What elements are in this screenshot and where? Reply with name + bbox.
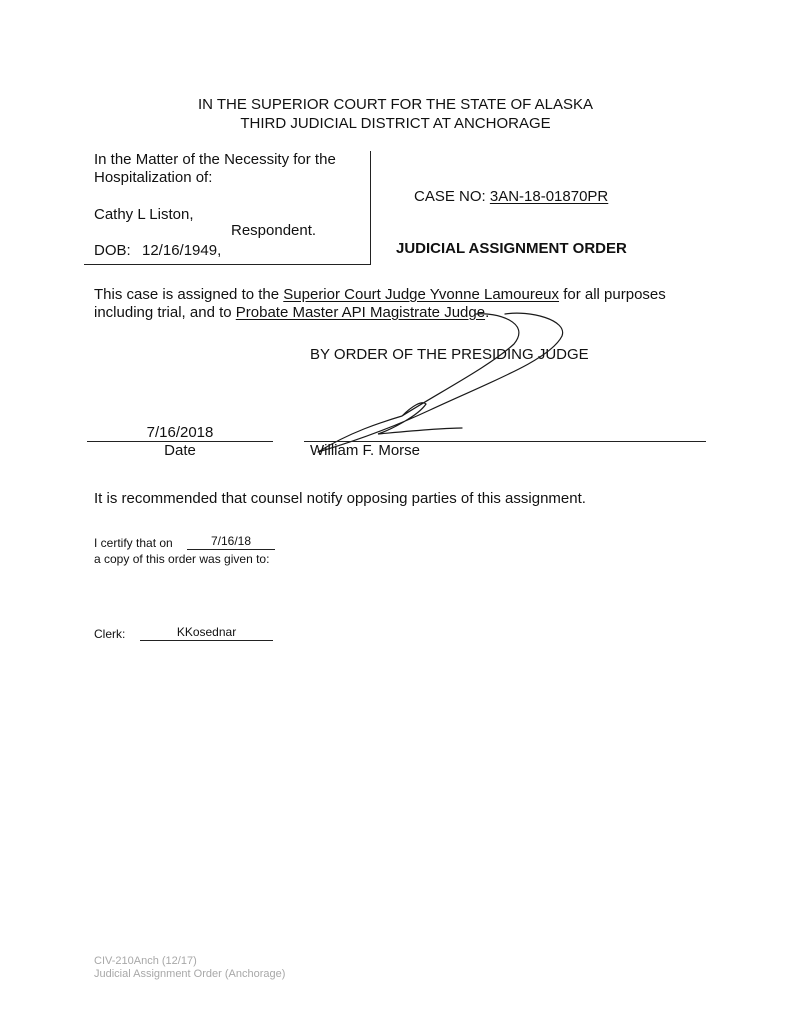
clerk-name: KKosednar [176,625,237,639]
assignment-text-1: This case is assigned to the [94,286,280,303]
certify-text: I certify that on [94,536,173,550]
by-order-text: BY ORDER OF THE PRESIDING JUDGE [310,346,589,363]
respondent-role: Respondent. [231,222,317,239]
form-title: Judicial Assignment Order (Anchorage) [94,968,286,980]
case-number-label: CASE NO: [414,188,486,205]
dob-label: DOB: [94,242,131,259]
assigned-judge: Superior Court Judge Yvonne Lamoureux [283,286,560,303]
matter-line-1: In the Matter of the Necessity for the [94,151,336,168]
assignment-period: . [485,304,490,321]
assignment-text-2: for all purposes [563,286,666,303]
assignment-text-3: including trial, and to [94,304,232,321]
caption-bottom-rule [84,264,371,265]
caption-vertical-rule [370,151,371,265]
court-name: IN THE SUPERIOR COURT FOR THE STATE OF ALASKA [197,96,594,113]
clerk-label: Clerk: [94,627,126,641]
certify-date-rule [187,549,275,550]
order-title: JUDICIAL ASSIGNMENT ORDER [396,240,627,257]
dob-value: 12/16/1949, [142,242,222,259]
signer-name: William F. Morse [310,442,421,459]
order-date: 7/16/2018 [146,424,214,441]
recommendation-text: It is recommended that counsel notify opposing parties of this assignment. [94,490,586,507]
case-number-value: 3AN-18-01870PR [489,188,609,205]
form-number: CIV-210Anch (12/17) [94,955,197,967]
assigned-master: Probate Master API Magistrate Judge [235,304,486,321]
date-label: Date [164,442,196,459]
judicial-district: THIRD JUDICIAL DISTRICT AT ANCHORAGE [240,115,551,132]
matter-line-2: Hospitalization of: [94,169,213,186]
signature [300,300,600,460]
copy-given-text: a copy of this order was given to: [94,552,270,566]
respondent-name: Cathy L Liston, [94,206,194,223]
clerk-rule [140,640,273,641]
certify-date: 7/16/18 [210,534,252,548]
case-number [414,188,608,205]
